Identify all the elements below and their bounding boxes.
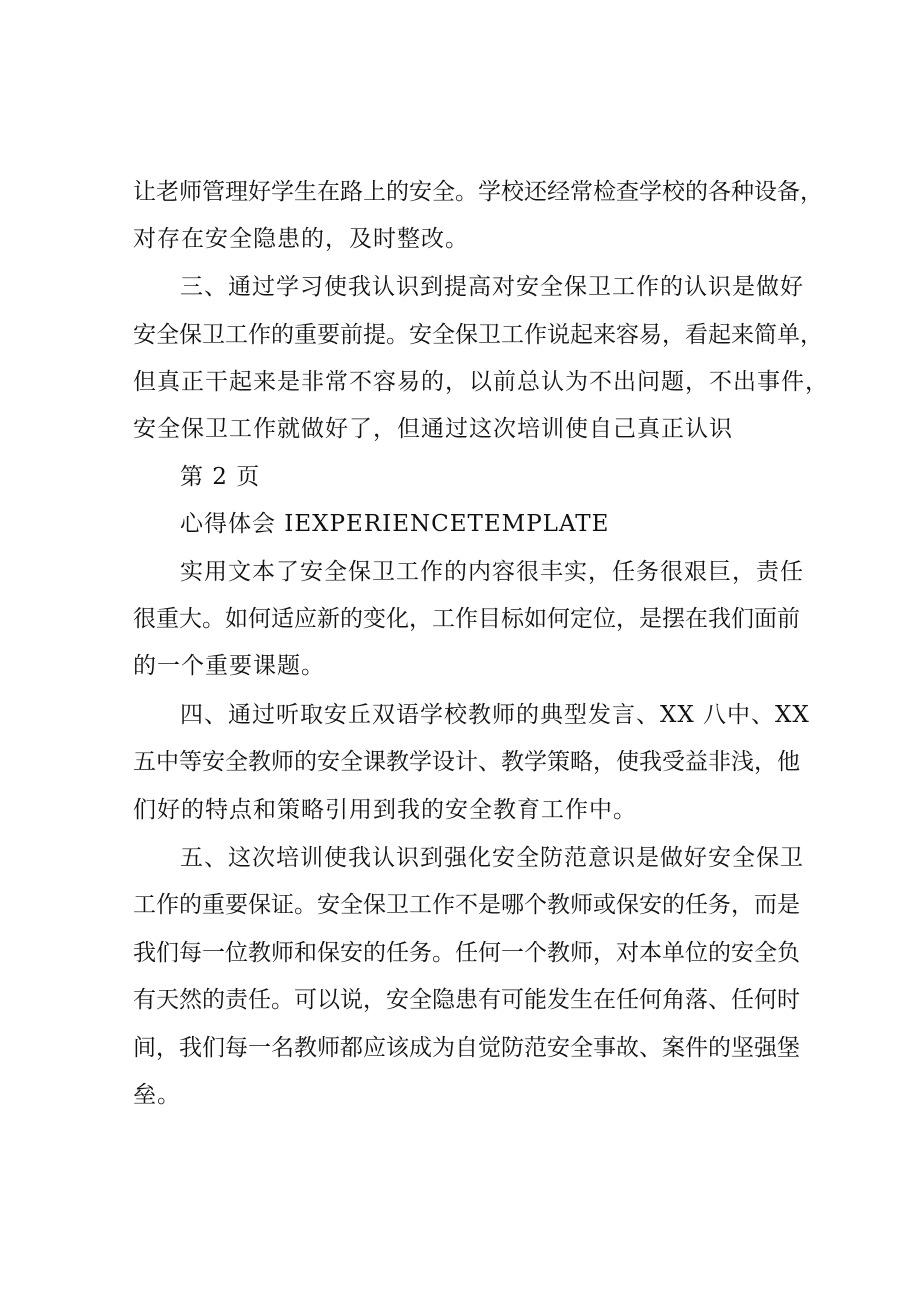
text-line: 对存在安全隐患的，及时整改。 <box>133 226 469 252</box>
text-line: 的一个重要课题。 <box>133 653 325 679</box>
section-five-heading-line: 五、这次培训使我认识到强化安全防范意识是做好安全保卫 <box>180 845 804 871</box>
text-line: 安全保卫工作就做好了，但通过这次培训使自己真正认识 <box>133 416 733 442</box>
text-line: 安全保卫工作的重要前提。安全保卫工作说起来容易，看起来简单， <box>133 322 823 348</box>
text-line: 五中等安全教师的安全课教学设计、教学策略，使我受益非浅，他 <box>133 749 800 775</box>
text-line: 但真正干起来是非常不容易的，以前总认为不出问题，不出事件， <box>133 369 829 395</box>
text-line: 实用文本了安全保卫工作的内容很丰实，任务很艰巨，责任 <box>180 559 804 585</box>
text-line: 有天然的责任。可以说，安全隐患有可能发生在任何角落、任何时 <box>133 987 800 1013</box>
text-line: 们好的特点和策略引用到我的安全教育工作中。 <box>133 797 637 823</box>
text-line: 很重大。如何适应新的变化，工作目标如何定位，是摆在我们面前 <box>133 606 800 632</box>
text-line: 工作的重要保证。安全保卫工作不是哪个教师或保安的任务，而是 <box>133 892 800 918</box>
text-line: 垒。 <box>133 1082 181 1108</box>
section-three-heading-line: 三、通过学习使我认识到提高对安全保卫工作的认识是做好 <box>180 274 804 300</box>
text-line: 间，我们每一名教师都应该成为自觉防范安全事故、案件的坚强堡 <box>133 1035 800 1061</box>
template-header: 心得体会 IEXPERIENCETEMPLATE <box>180 511 610 537</box>
page-number: 第 2 页 <box>180 464 261 490</box>
text-line: 让老师管理好学生在路上的安全。学校还经常检查学校的各种设备， <box>133 179 823 205</box>
section-four-heading-line: 四、通过听取安丘双语学校教师的典型发言、XX 八中、XX <box>180 702 810 728</box>
text-line: 我们每一位教师和保安的任务。任何一个教师，对本单位的安全负 <box>133 940 800 966</box>
